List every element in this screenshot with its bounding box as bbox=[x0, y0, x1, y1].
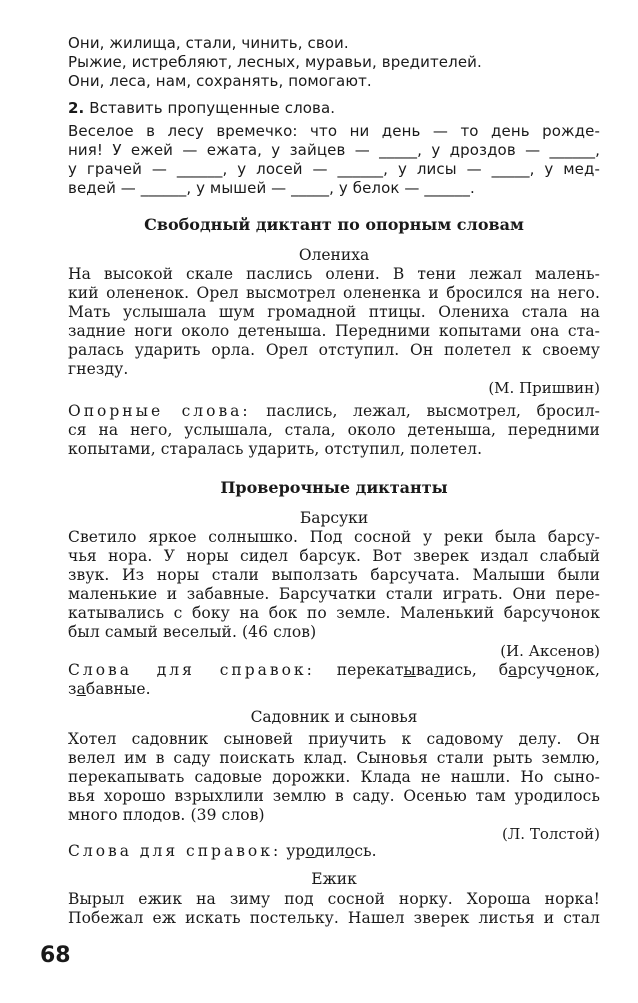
dictation-title: Олениха bbox=[298, 246, 370, 264]
reference-label: Слова для справок: bbox=[68, 661, 315, 679]
dictation-line: был самый веселый. (46 слов) bbox=[68, 623, 317, 641]
dictation-line: вья хорошо взрыхлили землю в саду. Осенью там уродилось bbox=[68, 787, 600, 805]
section-heading: Проверочные диктанты bbox=[220, 478, 448, 497]
dictation-line: Мать услышала шум громадной птицы. Олениха стала на bbox=[68, 303, 600, 321]
task-2-line: у грачей — ______, у лосей — ______, у лисы — _____, у мед- bbox=[68, 160, 600, 178]
dictation-line: Хотел садовник сыновей приучить к садовому делу. Он bbox=[68, 730, 600, 748]
task-2-line: ведей — ______, у мышей — _____, у белок — ______. bbox=[68, 179, 475, 197]
dictation-line: катывались с боку на бок по земле. Маленький барсучонок bbox=[68, 604, 600, 622]
dictation-title: Ежик bbox=[311, 870, 357, 888]
free-dictation-heading bbox=[68, 215, 600, 234]
gardener-title bbox=[68, 708, 600, 726]
gardener-reference bbox=[68, 842, 600, 861]
dictation-line: гнезду. bbox=[68, 360, 129, 378]
dictation-line: много плодов. (39 слов) bbox=[68, 806, 265, 824]
dictation-line: чья нора. У норы сидел барсук. Вот зверек издал слабый bbox=[68, 547, 600, 565]
key-words-line: ся на него, услышала, стала, около детеныша, передними bbox=[68, 421, 600, 439]
dictation-title: Барсуки bbox=[299, 509, 369, 527]
author-credit: (И. Аксенов) bbox=[500, 642, 600, 660]
dictation-line: кий олененок. Орел высмотрел олененка и бросился на него. bbox=[68, 284, 600, 302]
badgers-text bbox=[68, 528, 600, 660]
task-2-line: ния! У ежей — ежата, у зайцев — _____, у дроздов — ______, bbox=[68, 141, 600, 159]
task-2-line: Веселое в лесу времечко: что ни день — то день рожде- bbox=[68, 122, 600, 140]
intro-line: Рыжие, истребляют, лесных, муравьи, вредителей. bbox=[68, 53, 482, 71]
dictation-line: На высокой скале паслись олени. В тени лежал малень- bbox=[68, 265, 600, 283]
dictation-line: ралась ударить орла. Орел отступил. Он полетел к своему bbox=[68, 341, 600, 359]
dictation-line: Вырыл ежик на зиму под сосной норку. Хороша норка! bbox=[68, 890, 600, 908]
free-dictation-text bbox=[68, 265, 600, 397]
author-credit: (Л. Толстой) bbox=[501, 825, 600, 843]
key-words-line: копытами, старалась ударить, отступил, полетел. bbox=[68, 440, 483, 458]
free-dictation-title bbox=[68, 246, 600, 264]
hedgehog-text bbox=[68, 890, 600, 928]
reference-words: уродилось. bbox=[286, 842, 377, 860]
author-credit: (М. Пришвин) bbox=[488, 379, 600, 397]
hedgehog-title bbox=[68, 870, 600, 888]
badgers-title bbox=[68, 509, 600, 527]
dictation-line: звук. Из норы стали выползать барсучата. Малыши были bbox=[68, 566, 600, 584]
task-2 bbox=[68, 99, 600, 198]
key-words-line: паслись, лежал, высмотрел, бросил- bbox=[266, 402, 600, 420]
section-heading: Свободный диктант по опорным словам bbox=[144, 215, 524, 234]
reference-label: Слова для справок: bbox=[68, 842, 282, 860]
task-title: Вставить пропущенные слова. bbox=[89, 99, 336, 117]
check-dictations-heading bbox=[68, 478, 600, 497]
dictation-line: Побежал еж искать постельку. Нашел зверек листья и стал bbox=[68, 909, 600, 927]
intro-line: Они, леса, нам, сохранять, помогают. bbox=[68, 72, 372, 90]
task-number: 2. bbox=[68, 99, 85, 117]
badgers-reference bbox=[68, 661, 600, 699]
gardener-text bbox=[68, 730, 600, 843]
reference-words: перекатывались, барсучонок, bbox=[336, 661, 600, 679]
key-words bbox=[68, 402, 600, 459]
page-number: 68 bbox=[40, 943, 71, 968]
intro-line: Они, жилища, стали, чинить, свои. bbox=[68, 34, 349, 52]
dictation-line: задние ноги около детеныша. Передними копытами она ста- bbox=[68, 322, 600, 340]
dictation-line: перекапывать садовые дорожки. Клада не нашли. Но сыно- bbox=[68, 768, 600, 786]
dictation-title: Садовник и сыновья bbox=[250, 708, 418, 726]
task-2-header bbox=[68, 99, 600, 118]
key-words-label: Опорные слова: bbox=[68, 402, 251, 420]
intro-sentences bbox=[68, 34, 600, 91]
reference-words: забавные. bbox=[68, 680, 151, 698]
dictation-line: Светило яркое солнышко. Под сосной у реки была барсу- bbox=[68, 528, 600, 546]
dictation-line: маленькие и забавные. Барсучатки стали играть. Они пере- bbox=[68, 585, 600, 603]
dictation-line: велел им в саду поискать клад. Сыновья стали рыть землю, bbox=[68, 749, 600, 767]
